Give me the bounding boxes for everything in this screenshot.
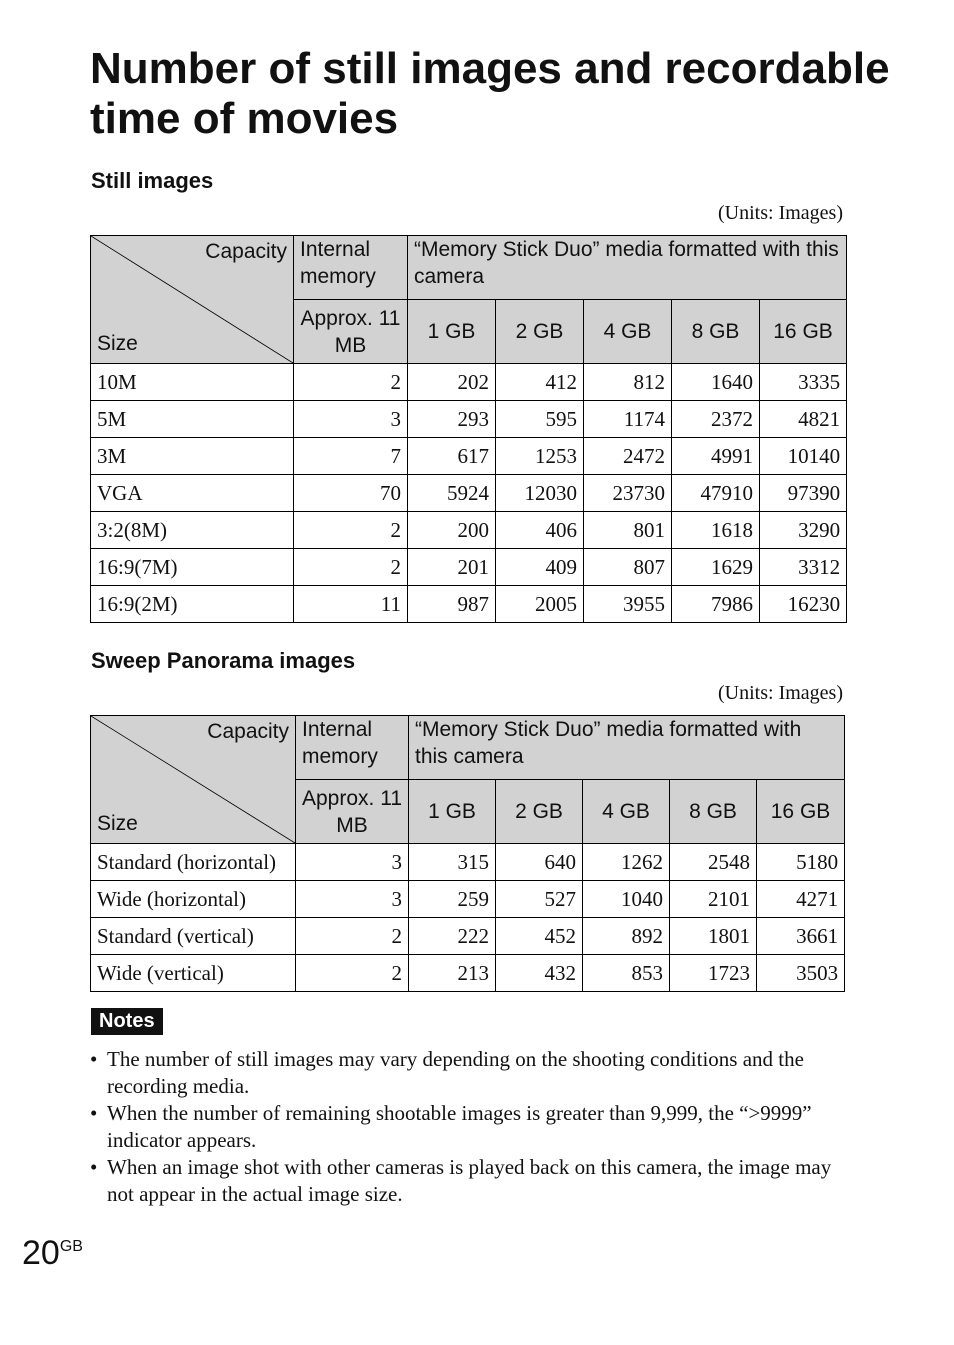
value-cell: 1618: [672, 512, 760, 549]
value-cell: 452: [496, 918, 583, 955]
value-cell: 222: [409, 918, 496, 955]
value-cell: 2005: [496, 586, 584, 623]
value-cell: 1629: [672, 549, 760, 586]
column-header: 2 GB: [496, 780, 583, 844]
still-images-units: (Units: Images): [718, 202, 843, 224]
value-cell: 4821: [760, 401, 847, 438]
column-header: 1 GB: [408, 300, 496, 364]
still-images-heading: Still images: [91, 168, 214, 193]
value-cell: 3: [294, 401, 408, 438]
table-row: [91, 364, 847, 401]
capacity-label: Capacity: [205, 240, 287, 263]
internal-memory-header: Internal memory: [296, 716, 409, 780]
value-cell: 1253: [496, 438, 584, 475]
value-cell: 1174: [584, 401, 672, 438]
value-cell: 853: [583, 955, 670, 992]
value-cell: 3661: [757, 918, 845, 955]
column-header: 1 GB: [409, 780, 496, 844]
sweep-panorama-heading: Sweep Panorama images: [91, 648, 356, 673]
internal-capacity-header: Approx. 11 MB: [294, 300, 408, 364]
size-cell: Wide (vertical): [91, 955, 296, 992]
corner-header-cell: [91, 716, 296, 844]
table-row: [91, 475, 847, 512]
value-cell: 640: [496, 844, 583, 881]
value-cell: 412: [496, 364, 584, 401]
corner-header-cell: [91, 236, 294, 364]
table-row: [91, 844, 845, 881]
notes-badge: Notes: [91, 1008, 163, 1035]
value-cell: 409: [496, 549, 584, 586]
value-cell: 2: [294, 364, 408, 401]
internal-capacity-header: Approx. 11 MB: [296, 780, 409, 844]
value-cell: 3290: [760, 512, 847, 549]
value-cell: 807: [584, 549, 672, 586]
still-images-table: [90, 235, 847, 623]
value-cell: 2101: [670, 881, 757, 918]
page-number: [22, 1234, 83, 1273]
sweep-panorama-table: [90, 715, 845, 992]
value-cell: 1723: [670, 955, 757, 992]
value-cell: 2: [296, 955, 409, 992]
value-cell: 2472: [584, 438, 672, 475]
value-cell: 200: [408, 512, 496, 549]
value-cell: 4271: [757, 881, 845, 918]
table-row: [91, 401, 847, 438]
value-cell: 3335: [760, 364, 847, 401]
value-cell: 5924: [408, 475, 496, 512]
value-cell: 10140: [760, 438, 847, 475]
value-cell: 97390: [760, 475, 847, 512]
value-cell: 3: [296, 844, 409, 881]
note-item: • When an image shot with other cameras is played back on this camera, the image may not appear in the actual image size.: [90, 1154, 850, 1208]
value-cell: 7: [294, 438, 408, 475]
value-cell: 5180: [757, 844, 845, 881]
sweep-panorama-units: (Units: Images): [718, 682, 843, 704]
size-cell: VGA: [91, 475, 294, 512]
value-cell: 2: [294, 549, 408, 586]
size-cell: 10M: [91, 364, 294, 401]
column-header: 16 GB: [760, 300, 847, 364]
value-cell: 47910: [672, 475, 760, 512]
note-item: • The number of still images may vary depending on the shooting conditions and the recording media.: [90, 1046, 850, 1100]
size-cell: 16:9(7M): [91, 549, 294, 586]
table-row: [91, 955, 845, 992]
value-cell: 11: [294, 586, 408, 623]
value-cell: 3312: [760, 549, 847, 586]
value-cell: 201: [408, 549, 496, 586]
size-cell: 3:2(8M): [91, 512, 294, 549]
value-cell: 213: [409, 955, 496, 992]
size-cell: 5M: [91, 401, 294, 438]
value-cell: 1640: [672, 364, 760, 401]
memory-stick-header: “Memory Stick Duo” media formatted with this camera: [408, 236, 847, 300]
value-cell: 595: [496, 401, 584, 438]
size-label: Size: [97, 332, 138, 355]
table-row: [91, 512, 847, 549]
column-header: 4 GB: [583, 780, 670, 844]
value-cell: 2548: [670, 844, 757, 881]
value-cell: 1262: [583, 844, 670, 881]
value-cell: 406: [496, 512, 584, 549]
size-label: Size: [97, 812, 138, 835]
value-cell: 527: [496, 881, 583, 918]
memory-stick-header: “Memory Stick Duo” media formatted with this camera: [409, 716, 845, 780]
table-row: [91, 881, 845, 918]
value-cell: 293: [408, 401, 496, 438]
size-cell: 3M: [91, 438, 294, 475]
value-cell: 4991: [672, 438, 760, 475]
column-header: 8 GB: [672, 300, 760, 364]
table-row: [91, 549, 847, 586]
notes-list: [90, 1046, 850, 1208]
value-cell: 315: [409, 844, 496, 881]
value-cell: 1801: [670, 918, 757, 955]
value-cell: 801: [584, 512, 672, 549]
page-number-suffix: GB: [59, 1238, 83, 1255]
column-header: 16 GB: [757, 780, 845, 844]
value-cell: 3503: [757, 955, 845, 992]
size-cell: Standard (horizontal): [91, 844, 296, 881]
value-cell: 2: [296, 918, 409, 955]
value-cell: 70: [294, 475, 408, 512]
size-cell: Standard (vertical): [91, 918, 296, 955]
column-header: 4 GB: [584, 300, 672, 364]
table-row: [91, 918, 845, 955]
value-cell: 2: [294, 512, 408, 549]
size-cell: Wide (horizontal): [91, 881, 296, 918]
value-cell: 432: [496, 955, 583, 992]
value-cell: 2372: [672, 401, 760, 438]
value-cell: 23730: [584, 475, 672, 512]
value-cell: 16230: [760, 586, 847, 623]
internal-memory-header: Internal memory: [294, 236, 408, 300]
size-cell: 16:9(2M): [91, 586, 294, 623]
value-cell: 202: [408, 364, 496, 401]
table-row: [91, 438, 847, 475]
value-cell: 12030: [496, 475, 584, 512]
value-cell: 7986: [672, 586, 760, 623]
value-cell: 617: [408, 438, 496, 475]
value-cell: 987: [408, 586, 496, 623]
note-item: • When the number of remaining shootable images is greater than 9,999, the “>9999” indicator appears.: [90, 1100, 850, 1154]
value-cell: 259: [409, 881, 496, 918]
page-number-value: 20: [22, 1234, 60, 1272]
value-cell: 892: [583, 918, 670, 955]
value-cell: 1040: [583, 881, 670, 918]
page-title: Number of still images and recordable time of movies: [90, 44, 890, 143]
value-cell: 3: [296, 881, 409, 918]
capacity-label: Capacity: [207, 720, 289, 743]
column-header: 8 GB: [670, 780, 757, 844]
value-cell: 3955: [584, 586, 672, 623]
value-cell: 812: [584, 364, 672, 401]
table-row: [91, 586, 847, 623]
column-header: 2 GB: [496, 300, 584, 364]
